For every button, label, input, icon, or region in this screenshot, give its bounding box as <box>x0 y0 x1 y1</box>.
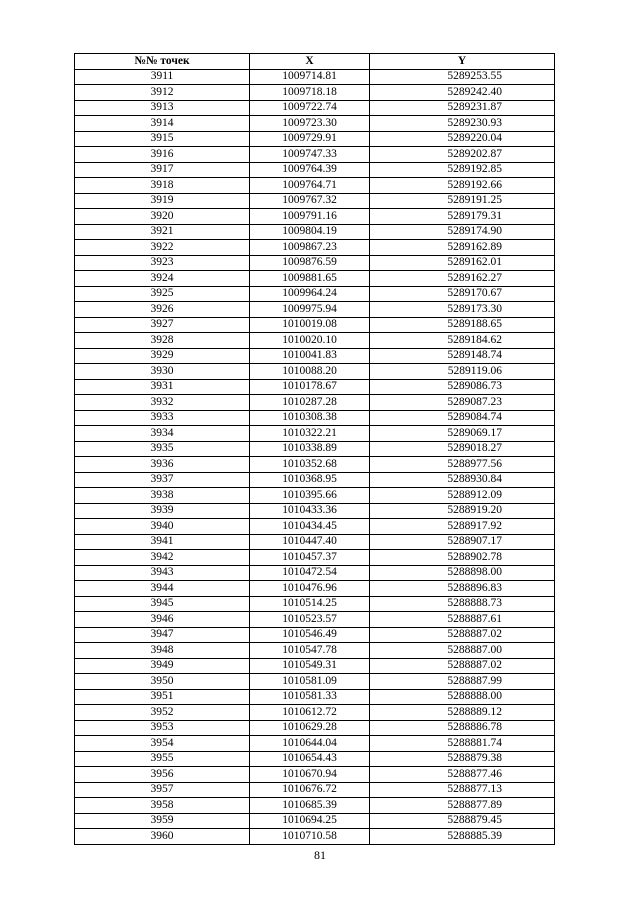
cell-x: 1010549.31 <box>250 658 370 674</box>
cell-y: 5288886.78 <box>370 720 555 736</box>
cell-x: 1010041.83 <box>250 348 370 364</box>
cell-y: 5288877.13 <box>370 782 555 798</box>
cell-y: 5289184.62 <box>370 333 555 349</box>
table-row <box>75 69 555 85</box>
table-row <box>75 317 555 333</box>
table-row <box>75 255 555 271</box>
cell-point-number: 3960 <box>75 829 250 845</box>
cell-x: 1010338.89 <box>250 441 370 457</box>
coordinates-table-container <box>74 53 554 845</box>
cell-x: 1009718.18 <box>250 85 370 101</box>
cell-point-number: 3928 <box>75 333 250 349</box>
cell-point-number: 3915 <box>75 131 250 147</box>
cell-x: 1010670.94 <box>250 767 370 783</box>
table-row <box>75 224 555 240</box>
cell-point-number: 3941 <box>75 534 250 550</box>
table-row <box>75 798 555 814</box>
table-row <box>75 813 555 829</box>
cell-point-number: 3935 <box>75 441 250 457</box>
cell-y: 5289220.04 <box>370 131 555 147</box>
cell-x: 1009764.39 <box>250 162 370 178</box>
table-row <box>75 147 555 163</box>
cell-x: 1010694.25 <box>250 813 370 829</box>
table-row <box>75 767 555 783</box>
cell-y: 5288887.99 <box>370 674 555 690</box>
table-row <box>75 85 555 101</box>
page-number: 81 <box>314 848 326 862</box>
header-x: X <box>250 54 370 70</box>
table-row <box>75 643 555 659</box>
cell-y: 5289230.93 <box>370 116 555 132</box>
cell-point-number: 3947 <box>75 627 250 643</box>
table-row <box>75 116 555 132</box>
cell-y: 5289202.87 <box>370 147 555 163</box>
cell-y: 5289242.40 <box>370 85 555 101</box>
cell-point-number: 3916 <box>75 147 250 163</box>
cell-y: 5288919.20 <box>370 503 555 519</box>
cell-point-number: 3934 <box>75 426 250 442</box>
cell-x: 1010685.39 <box>250 798 370 814</box>
table-row <box>75 364 555 380</box>
cell-point-number: 3927 <box>75 317 250 333</box>
cell-y: 5289148.74 <box>370 348 555 364</box>
cell-x: 1010654.43 <box>250 751 370 767</box>
table-row <box>75 286 555 302</box>
table-row <box>75 720 555 736</box>
cell-point-number: 3958 <box>75 798 250 814</box>
cell-point-number: 3919 <box>75 193 250 209</box>
table-row <box>75 178 555 194</box>
cell-point-number: 3957 <box>75 782 250 798</box>
cell-x: 1010434.45 <box>250 519 370 535</box>
cell-point-number: 3924 <box>75 271 250 287</box>
table-row <box>75 379 555 395</box>
cell-y: 5288887.02 <box>370 627 555 643</box>
cell-y: 5289192.66 <box>370 178 555 194</box>
cell-x: 1010447.40 <box>250 534 370 550</box>
table-row <box>75 581 555 597</box>
cell-x: 1009881.65 <box>250 271 370 287</box>
cell-point-number: 3951 <box>75 689 250 705</box>
table-row <box>75 503 555 519</box>
cell-y: 5289084.74 <box>370 410 555 426</box>
cell-x: 1010476.96 <box>250 581 370 597</box>
cell-point-number: 3936 <box>75 457 250 473</box>
cell-x: 1010287.28 <box>250 395 370 411</box>
table-row <box>75 162 555 178</box>
cell-y: 5289162.27 <box>370 271 555 287</box>
header-point-number: №№ точек <box>75 54 250 70</box>
cell-point-number: 3923 <box>75 255 250 271</box>
cell-point-number: 3925 <box>75 286 250 302</box>
header-y: Y <box>370 54 555 70</box>
cell-y: 5289192.85 <box>370 162 555 178</box>
cell-y: 5288887.02 <box>370 658 555 674</box>
table-header <box>75 54 555 70</box>
cell-point-number: 3946 <box>75 612 250 628</box>
cell-y: 5288879.45 <box>370 813 555 829</box>
table-row <box>75 550 555 566</box>
cell-y: 5288907.17 <box>370 534 555 550</box>
cell-x: 1010523.57 <box>250 612 370 628</box>
cell-x: 1010020.10 <box>250 333 370 349</box>
cell-x: 1009964.24 <box>250 286 370 302</box>
cell-point-number: 3926 <box>75 302 250 318</box>
cell-x: 1010629.28 <box>250 720 370 736</box>
cell-y: 5288881.74 <box>370 736 555 752</box>
cell-x: 1009975.94 <box>250 302 370 318</box>
table-row <box>75 472 555 488</box>
table-row <box>75 395 555 411</box>
table-row <box>75 457 555 473</box>
table-row <box>75 782 555 798</box>
cell-x: 1010178.67 <box>250 379 370 395</box>
cell-point-number: 3921 <box>75 224 250 240</box>
cell-y: 5289191.25 <box>370 193 555 209</box>
coordinates-table <box>74 53 555 845</box>
table-row <box>75 612 555 628</box>
cell-point-number: 3945 <box>75 596 250 612</box>
cell-x: 1009722.74 <box>250 100 370 116</box>
cell-y: 5289179.31 <box>370 209 555 225</box>
table-row <box>75 829 555 845</box>
cell-y: 5288885.39 <box>370 829 555 845</box>
table-row <box>75 705 555 721</box>
cell-point-number: 3930 <box>75 364 250 380</box>
cell-x: 1010581.33 <box>250 689 370 705</box>
cell-x: 1010676.72 <box>250 782 370 798</box>
cell-point-number: 3911 <box>75 69 250 85</box>
table-row <box>75 193 555 209</box>
cell-x: 1009714.81 <box>250 69 370 85</box>
cell-y: 5288977.56 <box>370 457 555 473</box>
cell-point-number: 3942 <box>75 550 250 566</box>
cell-y: 5288898.00 <box>370 565 555 581</box>
table-body <box>75 69 555 844</box>
cell-y: 5289086.73 <box>370 379 555 395</box>
cell-x: 1010710.58 <box>250 829 370 845</box>
cell-y: 5288896.83 <box>370 581 555 597</box>
cell-y: 5289170.67 <box>370 286 555 302</box>
cell-x: 1010581.09 <box>250 674 370 690</box>
table-row <box>75 689 555 705</box>
table-row <box>75 333 555 349</box>
cell-y: 5289188.65 <box>370 317 555 333</box>
table-row <box>75 240 555 256</box>
table-row <box>75 488 555 504</box>
cell-y: 5289174.90 <box>370 224 555 240</box>
cell-point-number: 3938 <box>75 488 250 504</box>
table-row <box>75 271 555 287</box>
table-row <box>75 627 555 643</box>
cell-point-number: 3929 <box>75 348 250 364</box>
table-row <box>75 736 555 752</box>
cell-y: 5289162.89 <box>370 240 555 256</box>
table-row <box>75 674 555 690</box>
cell-x: 1010352.68 <box>250 457 370 473</box>
cell-point-number: 3940 <box>75 519 250 535</box>
cell-y: 5288879.38 <box>370 751 555 767</box>
cell-point-number: 3950 <box>75 674 250 690</box>
cell-x: 1009747.33 <box>250 147 370 163</box>
table-row <box>75 209 555 225</box>
cell-x: 1009791.16 <box>250 209 370 225</box>
cell-x: 1009867.23 <box>250 240 370 256</box>
cell-y: 5288917.92 <box>370 519 555 535</box>
cell-y: 5288888.00 <box>370 689 555 705</box>
cell-x: 1009723.30 <box>250 116 370 132</box>
table-row <box>75 534 555 550</box>
cell-point-number: 3956 <box>75 767 250 783</box>
table-row <box>75 348 555 364</box>
cell-point-number: 3955 <box>75 751 250 767</box>
cell-y: 5289069.17 <box>370 426 555 442</box>
cell-point-number: 3920 <box>75 209 250 225</box>
table-row <box>75 131 555 147</box>
cell-x: 1010019.08 <box>250 317 370 333</box>
cell-x: 1010514.25 <box>250 596 370 612</box>
cell-y: 5289119.06 <box>370 364 555 380</box>
header-row <box>75 54 555 70</box>
cell-x: 1010395.66 <box>250 488 370 504</box>
cell-point-number: 3953 <box>75 720 250 736</box>
cell-y: 5288877.46 <box>370 767 555 783</box>
table-row <box>75 100 555 116</box>
table-row <box>75 596 555 612</box>
cell-x: 1010433.36 <box>250 503 370 519</box>
cell-y: 5289173.30 <box>370 302 555 318</box>
cell-point-number: 3912 <box>75 85 250 101</box>
cell-x: 1010472.54 <box>250 565 370 581</box>
cell-y: 5288887.00 <box>370 643 555 659</box>
cell-point-number: 3931 <box>75 379 250 395</box>
table-row <box>75 441 555 457</box>
cell-point-number: 3944 <box>75 581 250 597</box>
cell-point-number: 3959 <box>75 813 250 829</box>
cell-x: 1010088.20 <box>250 364 370 380</box>
cell-y: 5289253.55 <box>370 69 555 85</box>
cell-point-number: 3932 <box>75 395 250 411</box>
cell-point-number: 3952 <box>75 705 250 721</box>
cell-x: 1010644.04 <box>250 736 370 752</box>
cell-x: 1010546.49 <box>250 627 370 643</box>
cell-point-number: 3948 <box>75 643 250 659</box>
cell-point-number: 3918 <box>75 178 250 194</box>
table-row <box>75 426 555 442</box>
cell-point-number: 3939 <box>75 503 250 519</box>
cell-y: 5288912.09 <box>370 488 555 504</box>
cell-x: 1009729.91 <box>250 131 370 147</box>
cell-point-number: 3917 <box>75 162 250 178</box>
cell-x: 1010322.21 <box>250 426 370 442</box>
cell-x: 1010368.95 <box>250 472 370 488</box>
table-row <box>75 519 555 535</box>
table-row <box>75 751 555 767</box>
table-row <box>75 565 555 581</box>
cell-point-number: 3922 <box>75 240 250 256</box>
cell-y: 5288930.84 <box>370 472 555 488</box>
cell-y: 5288888.73 <box>370 596 555 612</box>
cell-x: 1009767.32 <box>250 193 370 209</box>
cell-x: 1010308.38 <box>250 410 370 426</box>
cell-y: 5289162.01 <box>370 255 555 271</box>
cell-x: 1010547.78 <box>250 643 370 659</box>
cell-point-number: 3914 <box>75 116 250 132</box>
cell-point-number: 3949 <box>75 658 250 674</box>
cell-point-number: 3913 <box>75 100 250 116</box>
table-row <box>75 410 555 426</box>
table-row <box>75 302 555 318</box>
cell-y: 5288887.61 <box>370 612 555 628</box>
cell-y: 5288877.89 <box>370 798 555 814</box>
cell-point-number: 3937 <box>75 472 250 488</box>
cell-x: 1009804.19 <box>250 224 370 240</box>
cell-y: 5288902.78 <box>370 550 555 566</box>
cell-point-number: 3943 <box>75 565 250 581</box>
cell-y: 5289231.87 <box>370 100 555 116</box>
table-row <box>75 658 555 674</box>
cell-y: 5289087.23 <box>370 395 555 411</box>
cell-x: 1010612.72 <box>250 705 370 721</box>
cell-x: 1009876.59 <box>250 255 370 271</box>
cell-x: 1010457.37 <box>250 550 370 566</box>
cell-x: 1009764.71 <box>250 178 370 194</box>
cell-y: 5289018.27 <box>370 441 555 457</box>
cell-point-number: 3954 <box>75 736 250 752</box>
cell-point-number: 3933 <box>75 410 250 426</box>
cell-y: 5288889.12 <box>370 705 555 721</box>
